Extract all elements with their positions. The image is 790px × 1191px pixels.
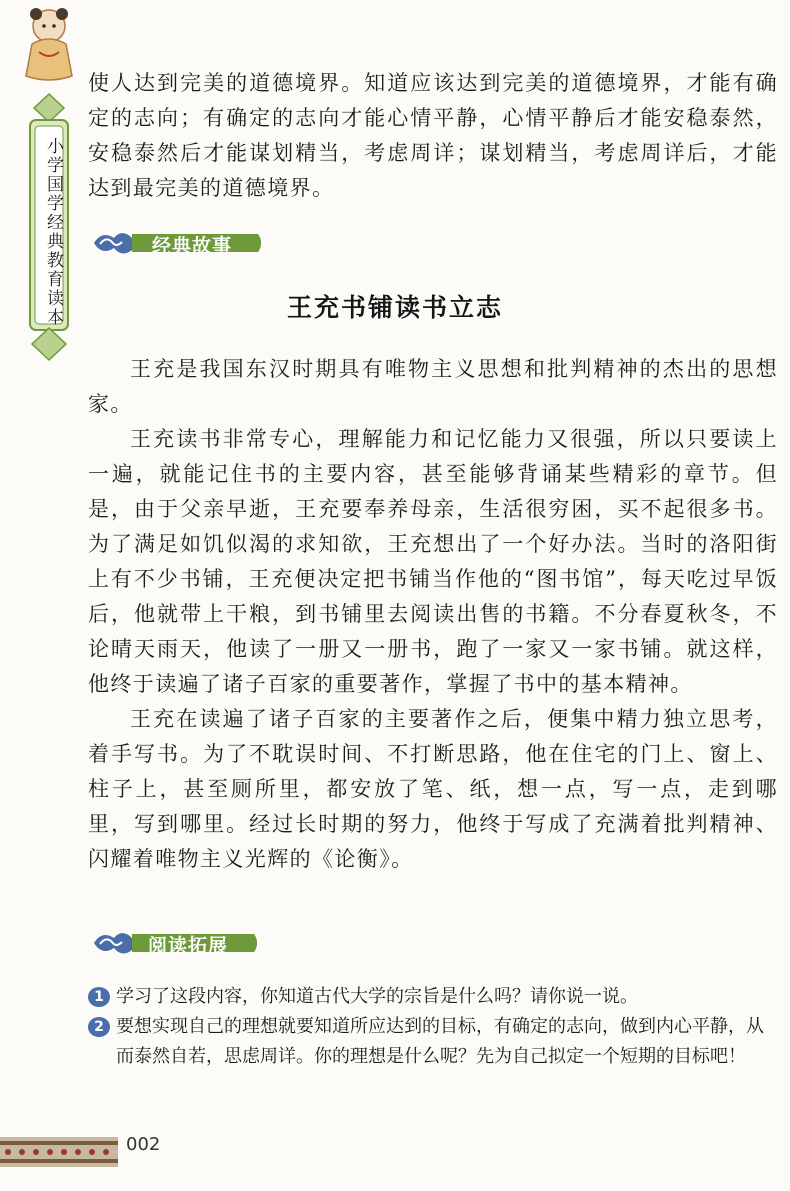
section-label-reading: 阅读拓展 xyxy=(148,935,229,957)
section-label-story: 经典故事 xyxy=(152,235,233,257)
story-paragraph: 王充是我国东汉时期具有唯物主义思想和批判精神的杰出的思想家。 xyxy=(88,357,778,416)
story-paragraph: 王充读书非常专心，理解能力和记忆能力又很强，所以只要读上一遍，就能记住书的主要内容，甚至能够背诵某些精彩的章节。但是，由于父亲早逝，王充要奉养母亲，生活很穷困，买不起很多书。为了满足如饥似渴的求知欲，王充想出了一个好办法。当时的洛阳街上有不少书铺，王充便决定把书铺当作他的“图书馆”，每天吃过早饭后，他就带上干粮，到书铺里去阅读出售的书籍。不分春夏秋冬，不论晴天雨天，他读了一册又一册书，跑了一家又一家书铺。就这样，他终于读遍了诸子百家的重要著作，掌握了书中的基本精神。 xyxy=(88,427,778,696)
story-title: 王充书铺读书立志 xyxy=(286,293,503,322)
question-number-badge: 1 xyxy=(88,987,110,1007)
question-text: 学习了这段内容，你知道古代大学的宗旨是什么吗？请你说一说。 xyxy=(116,986,638,1007)
story-paragraph: 王充在读遍了诸子百家的主要著作之后，便集中精力独立思考，着手写书。为了不耽误时间、不打断思路，他在住宅的门上、窗上、柱子上，甚至厕所里，都安放了笔、纸，想一点，写一点，走到哪里，写到哪里。经过长时期的努力，他终于写成了充满着批判精神、闪耀着唯物主义光辉的《论衡》。 xyxy=(88,707,778,871)
section-tag-reading xyxy=(92,926,260,960)
question-text: 要想实现自己的理想就要知道所应达到的目标，有确定的志向，做到内心平静，从而泰然自若，思虑周详。你的理想是什么呢？先为自己拟定一个短期的目标吧！ xyxy=(116,1016,764,1067)
story-body xyxy=(88,352,778,877)
intro-block xyxy=(88,66,778,206)
series-title: 小学国学经典教育读本 xyxy=(43,137,63,327)
section-tag-story xyxy=(92,226,264,260)
question-item xyxy=(88,982,778,1012)
question-number-badge: 2 xyxy=(88,1017,110,1037)
child-figure-illustration xyxy=(14,4,84,84)
question-item xyxy=(88,1012,778,1072)
intro-paragraph: 使人达到完美的道德境界。知道应该达到完美的道德境界，才能有确定的志向；有确定的志向才能心情平静，心情平静后才能安稳泰然，安稳泰然后才能谋划精当，考虑周详；谋划精当，考虑周详后，才能达到最完美的道德境界。 xyxy=(88,71,778,200)
reading-questions xyxy=(88,982,778,1072)
page-number: 002 xyxy=(126,1134,161,1155)
footer-pattern-band xyxy=(0,1137,118,1167)
